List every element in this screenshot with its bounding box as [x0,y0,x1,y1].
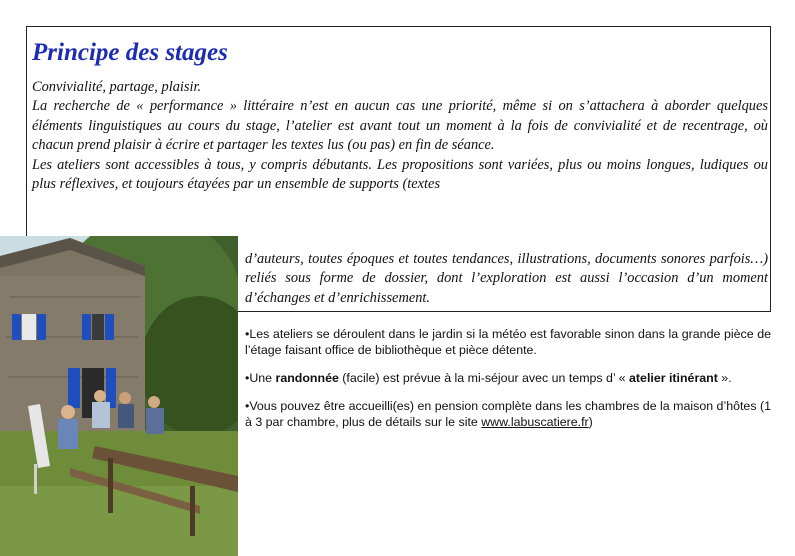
hike-mid: (facile) est prévue à la mi-séjour avec un temps d’ « [338,371,630,385]
bullet-hike [245,370,771,386]
intro-text [32,78,768,194]
tagline: Convivialité, partage, plaisir. [32,79,202,95]
practical-info [245,326,771,442]
intro-paragraph-2-end: d’auteurs, toutes époques et toutes tendances, illustrations, documents sonores parfois…) reliés sous forme de dossier, dont l’exploration est aussi l’occasion d’un moment d’échanges et d’enrichissement. [245,251,768,306]
bullet-location: •Les ateliers se déroulent dans le jardin si la météo est favorable sinon dans la grande pièce de l’étage faisant office de bibliothèque et pièce détente. [245,327,771,357]
website-link[interactable]: www.labuscatiere.fr [481,415,589,429]
itinerant-workshop-keyword: atelier itinérant [629,371,718,385]
intro-paragraph-2-start: Les ateliers sont accessibles à tous, y compris débutants. Les propositions sont variées, plus ou moins longues, ludiques ou plus réflexives, et toujours étayées par un ensemble de supports (textes [32,156,768,193]
garden-photo-icon [0,236,238,556]
intro-paragraph-1: La recherche de « performance » littéraire n’est en aucun cas une priorité, même si on s’attachera à aborder quelques éléments linguistiques au cours du stage, l’atelier est avant tout un moment à la fois de convivialité et de recentrage, où chacun prend plaisir à écrire et partager les textes lus (ou pas) en fin de séance. [32,98,768,154]
hike-keyword: randonnée [275,371,339,385]
page-title: Principe des stages [32,39,228,66]
accommodation-suffix: ) [588,415,593,429]
hike-suffix: ». [717,371,732,385]
bullet-accommodation [245,398,771,430]
garden-photo [0,236,238,556]
hike-prefix: •Une [245,371,276,385]
accommodation-text: •Vous pouvez être accueilli(es) en pension complète dans les chambres de la maison d’hôtes (1 à 3 par chambre, plus de détails sur le site [245,399,771,429]
